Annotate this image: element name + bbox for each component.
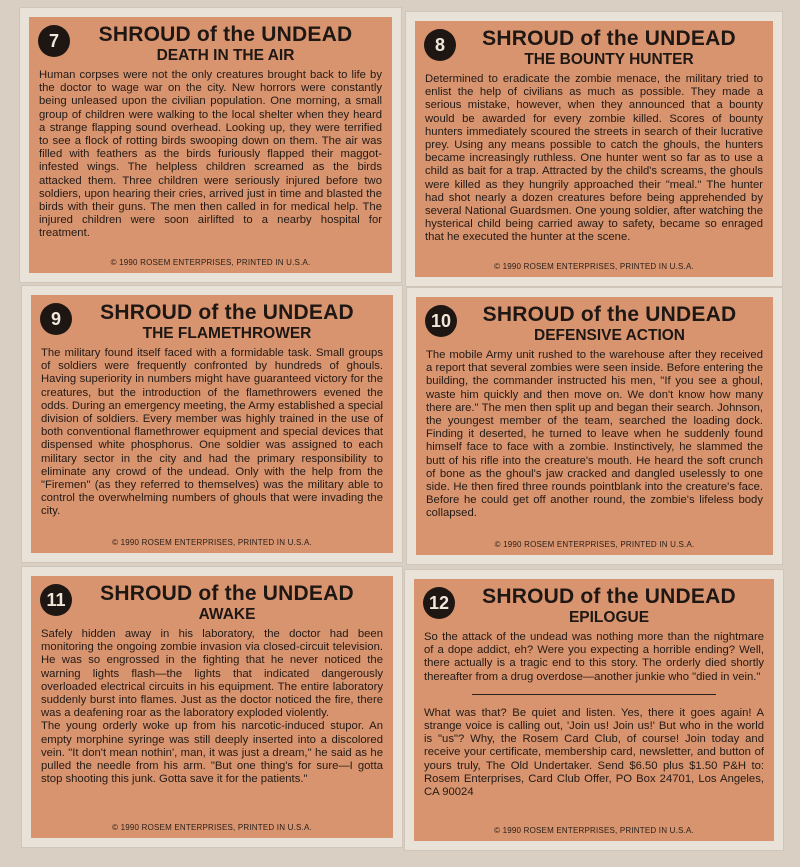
card-number-badge: 11 xyxy=(40,584,72,616)
copyright: © 1990 ROSEM ENTERPRISES, PRINTED IN U.S.A. xyxy=(494,540,695,549)
card-number-badge: 12 xyxy=(423,587,455,619)
card-9 xyxy=(22,286,402,562)
card-number-badge: 7 xyxy=(38,25,70,57)
card-title: THE BOUNTY HUNTER xyxy=(524,51,694,68)
card-title: DEFENSIVE ACTION xyxy=(534,327,685,344)
card-7 xyxy=(20,8,401,282)
card-title: AWAKE xyxy=(198,606,256,623)
card-body xyxy=(426,349,763,521)
card-12 xyxy=(405,570,783,850)
card-number-badge: 9 xyxy=(40,303,72,335)
card-body-text: So the attack of the undead was nothing more than the nightmare of a dope addict, eh? Were you expecting a horrible ending? Well, there actually is a tragic end to this story. The orderly died shortly thereafter from a drug overdose—another junkie who "died in vein." xyxy=(424,631,764,683)
series-title: SHROUD of the UNDEAD xyxy=(482,27,736,50)
series-title: SHROUD of the UNDEAD xyxy=(482,585,736,608)
card-10 xyxy=(407,288,782,564)
card-number-badge: 8 xyxy=(424,29,456,61)
card-body xyxy=(425,73,763,245)
divider-rule xyxy=(472,694,717,695)
series-title: SHROUD of the UNDEAD xyxy=(100,301,354,324)
card-body-text: The military found itself faced with a formidable task. Small groups of soldiers were frequently confronted by hundreds of ghouls. Having superiority in numbers might have guaranteed victory for the creatures, but the introduction of the flamethrowers evened the odds. During an emergency meeting, the Army established a special division of soldiers. Every member was highly trained in the use of both conventional flamethrower equipment and special devices that dispensed white phosphorus. One soldier was assigned to each military sector in the city and had the primary responsibility to eliminate any crowd of the undead. Only with the help from the "Firemen" (as they referred to themselves) was the military able to control the overwhelming numbers of ghouls that were invading the city. xyxy=(41,347,383,518)
card-body-text: Human corpses were not the only creatures brought back to life by the doctor to wage war on the city. New horrors were constantly being unleased upon the civilian population. One morning, a small group of children were walking to the local shelter when they heard a strange flapping sound overhead. Looking up, they were terrified to see a flock of rotting birds swooping down on them. The air was filled with feathers as the birds furiously flapped their maggot-infested wings. The helpless children screamed as the birds attacked them. Three children were seriously injured before two soldiers, upon hearing their cries, arrived just in time and blasted the birds with their guns. The men then called in for medical help. The injured children were soon airlifted to a nearby hospital for treatment. xyxy=(39,69,382,240)
copyright: © 1990 ROSEM ENTERPRISES, PRINTED IN U.S.A. xyxy=(494,826,694,835)
card-body-text-2: What was that? Be quiet and listen. Yes, there it goes again! A strange voice is calling out, 'Join us! Join us!' But who in the world is "us"? Why, the Rosem Card Club, of course! Join today and receive your certificate, membership card, newsletter, and button of yours truly, The Old Undertaker. Send $6.50 plus $1.50 P&H to: Rosem Enterprises, Card Club Offer, PO Box 24701, Los Angeles, CA 90024 xyxy=(424,706,764,799)
series-title: SHROUD of the UNDEAD xyxy=(100,582,354,605)
series-title: SHROUD of the UNDEAD xyxy=(482,303,737,326)
card-11 xyxy=(22,567,402,847)
card-body xyxy=(424,631,764,799)
card-title: THE FLAMETHROWER xyxy=(142,325,312,342)
card-body-text: The mobile Army unit rushed to the warehouse after they received a report that several zombies were seen inside. Before entering the building, the commander instructed his men, "If you see a ghoul, waste him quickly and then move on. We don't know how many there are." The men then split up and began their search. Johnson, the youngest member of the team, searched the loading dock. Finding it deserted, he turned to leave when he suddenly found himself face to face with a zombie. Instinctively, he slammed the butt of his rifle into the creature's mouth. He heard the soft crunch of bone as the ghoul's jaw cracked and dangled uselessly to one side. He then fired three rounds pointblank into the creature's face. Before he could get off another round, the zombie's lifeless body collapsed. xyxy=(426,349,763,520)
card-title: DEATH IN THE AIR xyxy=(156,47,295,64)
series-title: SHROUD of the UNDEAD xyxy=(98,23,353,46)
card-body-text: Safely hidden away in his laboratory, the doctor had been monitoring the ongoing zombie invasion via closed-circuit television. He was so engrossed in the fighting that he never noticed the warning lights flash—the lights that indicated dangerously overloaded electrical circuits in his equipment. The entire laboratory suddenly burst into flames. Just as the doctor noticed the fire, there was a deafening roar as the laboratory exploded violently. xyxy=(41,628,383,720)
card-number-badge: 10 xyxy=(425,305,457,337)
card-title: EPILOGUE xyxy=(568,609,650,626)
card-8 xyxy=(406,12,782,286)
card-body xyxy=(41,347,383,519)
copyright: © 1990 ROSEM ENTERPRISES, PRINTED IN U.S.A. xyxy=(494,262,694,271)
copyright: © 1990 ROSEM ENTERPRISES, PRINTED IN U.S.A. xyxy=(112,823,312,832)
card-body xyxy=(41,628,383,786)
copyright: © 1990 ROSEM ENTERPRISES, PRINTED IN U.S.A. xyxy=(112,538,312,547)
card-body-text-2: The young orderly woke up from his narcotic-induced stupor. An empty morphine syringe was still deeply inserted into a discolored vein. "It don't mean nothin', man, it was just a dream," he said as he pulled the needle from his arm. "But one thing's for sure—I gotta stop shooting this junk. Gotta save it for the patients." xyxy=(41,720,383,786)
card-body-text: Determined to eradicate the zombie menace, the military tried to enlist the help of civilians as much as possible. They made a serious mistake, however, when they announced that a bounty would be awarded for every zombie killed. Scores of bounty hunters immediately scoured the streets in search of their lucrative prey. Using any means possible to catch the ghouls, the hunters became increasingly ruthless. One hunter went so far as to use a child as bait for a trap. Attracted by the child's screams, the ghouls were killed as they hungrily approached their "meal." The hunter had shot nearly a dozen creatures before being apprehended by several National Guardsmen. One young soldier, after watching the hysterical child being carried away to safety, became so enraged that he executed the hunter at the scene. xyxy=(425,73,763,244)
copyright: © 1990 ROSEM ENTERPRISES, PRINTED IN U.S.A. xyxy=(110,258,311,267)
card-body xyxy=(39,69,382,241)
